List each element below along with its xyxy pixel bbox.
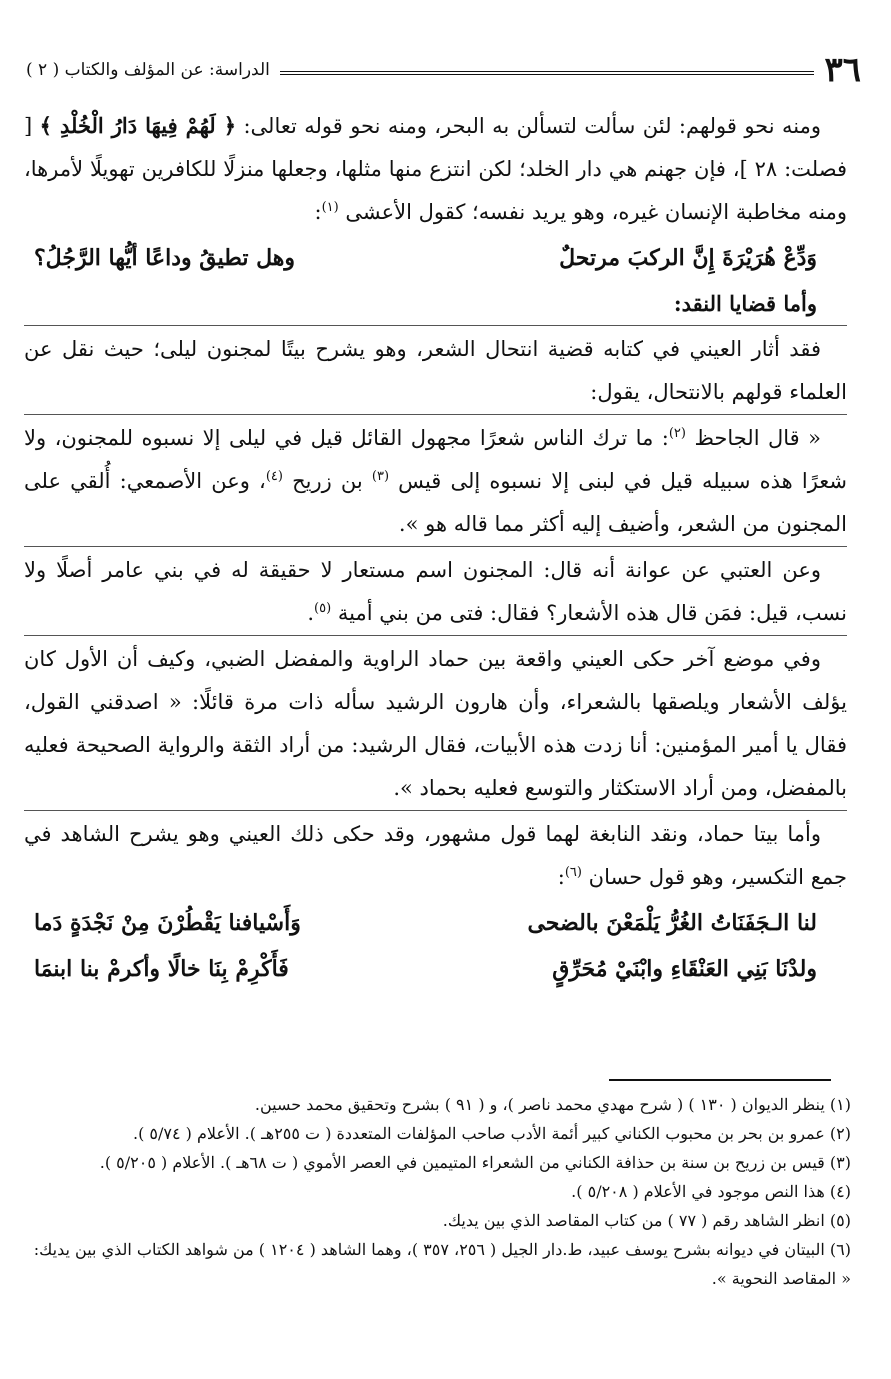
footnote-separator	[609, 1079, 831, 1081]
p3-text: : ما ترك الناس شعرًا مجهول القائل قيل في ليلى إلا نسبوه للمجنون، ولا شعرًا هذه سبيله قيل في لبنى إلا نسبوه إلى قيس	[24, 426, 848, 493]
footnote-6: (٦) البيتان في ديوانه بشرح يوسف عبيد، ط.دار الجيل ( ٢٥٦، ٣٥٧ )، وهما الشاهد ( ١٢٠٤ ) من شواهد الكتاب الذي بين يديك: « المقاصد النحوية ».	[33, 1240, 851, 1288]
footnote-ref[interactable]: (٢)	[668, 426, 686, 441]
paragraph-5: وفي موضع آخر حكى العيني واقعة بين حماد الراوية والمفضل الضبي، وكيف أن الأول كان يؤلف الأشعار ويلصقها بالشعراء، وأن هارون الرشيد سأله ذات مرة قائلًا: « اصدقني القول، فقال يا أمير المؤمنين: أنا زدت هذه الأبيات، فقال الرشيد: من أراد الثقة والرواية الصحيحة فعليه بالمفضل، ومن أراد الاستكثار والتوسع فعليه بحماد ».	[24, 635, 847, 810]
verse-hemistich: فَأَكْرِمْ بِنَا خالًا وأكرمْ بنا ابنمَا	[34, 956, 289, 982]
footnote-4: (٤) هذا النص موجود في الأعلام ( ٥/٢٠٨ ).	[571, 1182, 851, 1201]
footnotes	[24, 1090, 851, 1293]
footnote-ref[interactable]: (٥)	[314, 601, 332, 616]
p4-end: .	[307, 601, 315, 625]
paragraph-4	[24, 546, 847, 635]
p6-end: :	[557, 865, 565, 889]
main-text	[24, 104, 847, 993]
footnote-ref[interactable]: (٦)	[564, 865, 582, 880]
page-header	[26, 48, 861, 92]
verse-3	[24, 947, 847, 991]
p3-text: « قال الجاحظ	[685, 426, 821, 450]
footnote-ref[interactable]: (١)	[321, 200, 339, 215]
running-title: الدراسة: عن المؤلف والكتاب ( ٢ )	[26, 60, 270, 80]
verse-hemistich: وَأَسْيافنا يَقْطُرْنَ مِنْ نَجْدَةٍ دَما	[34, 910, 301, 936]
footnote-1: (١) ينظر الديوان ( ١٣٠ ) ( شرح مهدي محمد ناصر )، و ( ٩١ ) بشرح وتحقيق محمد حسين.	[254, 1095, 851, 1114]
verse-hemistich: وهل تطيقُ وداعًا أيُّها الرَّجُلُ؟	[34, 245, 296, 271]
section-heading: وأما قضايا النقد:	[673, 291, 817, 316]
verse-hemistich: لنا الـجَفَنَاتُ الغُرُّ يَلْمَعْنَ بالضحى	[527, 910, 817, 936]
verse-2	[24, 901, 847, 945]
footnote-ref[interactable]: (٣)	[371, 469, 390, 484]
header-rule	[280, 71, 815, 75]
page-number: ٣٦	[824, 50, 861, 90]
p4-text: وعن العتبي عن عوانة أنه قال: المجنون اسم مستعار لا حقيقة له في بني عامر أصلًا ولا نسب، قيل: فمَن قال هذه الأشعار؟ فقال: فتى من بني أمية	[24, 558, 847, 625]
quran-quote: ﴿ لَهُمْ فِيهَا دَارُ الْخُلْدِ ﴾	[39, 113, 237, 138]
p1-intro: ومنه نحو قولهم: لئن سألت لتسألن به البحر، ومنه نحو قوله تعالى:	[236, 114, 821, 138]
verse-hemistich: وَدِّعْ هُرَيْرَةَ إِنَّ الركبَ مرتحلٌ	[559, 245, 817, 271]
footnote-ref[interactable]: (٤)	[265, 469, 283, 484]
p1-end: :	[314, 200, 322, 224]
paragraph-1	[24, 104, 847, 234]
footnote-5: (٥) انظر الشاهد رقم ( ٧٧ ) من كتاب المقاصد الذي بين يديك.	[442, 1211, 851, 1230]
footnote-3: (٣) قيس بن زريح بن سنة بن حذافة الكناني من الشعراء المتيمين في العصر الأموي ( ت ٦٨هـ ). الأعلام ( ٥/٢٠٥ ).	[99, 1153, 851, 1172]
p6-text: وأما بيتا حماد، ونقد النابغة لهما قول مشهور، وقد حكى ذلك العيني وهو يشرح الشاهد في جمع التكسير، وهو قول حسان	[24, 822, 847, 889]
p1-rest: [ فصلت: ٢٨ ]، فإن جهنم هي دار الخلد؛ لكن انتزع منها مثلها، وجعلها منزلًا للكافرين تهويلًا لأمرها، ومنه مخاطبة الإنسان غيره، وهو يريد نفسه؛ كقول الأعشى	[24, 114, 848, 224]
footnote-2: (٢) عمرو بن بحر بن محبوب الكناني كبير أئمة الأدب صاحب المؤلفات المتعددة ( ت ٢٥٥هـ ). الأعلام ( ٥/٧٤ ).	[132, 1124, 851, 1143]
verse-1	[24, 236, 847, 280]
paragraph-2: فقد أثار العيني في كتابه قضية انتحال الشعر، وهو يشرح بيتًا لمجنون ليلى؛ حيث نقل عن العلماء قولهم بالانتحال، يقول:	[24, 325, 847, 414]
p3-text: بن زريح	[282, 469, 372, 493]
verse-hemistich: ولدْنَا بَنِي العَنْقَاءِ وابْنَيْ مُحَرِّقٍ	[552, 956, 817, 982]
p3-text: ، وعن الأصمعي: أُلقي على المجنون من الشعر، وأضيف إليه أكثر مما قاله هو ».	[24, 469, 847, 536]
paragraph-3	[24, 414, 847, 546]
paragraph-6	[24, 810, 847, 899]
